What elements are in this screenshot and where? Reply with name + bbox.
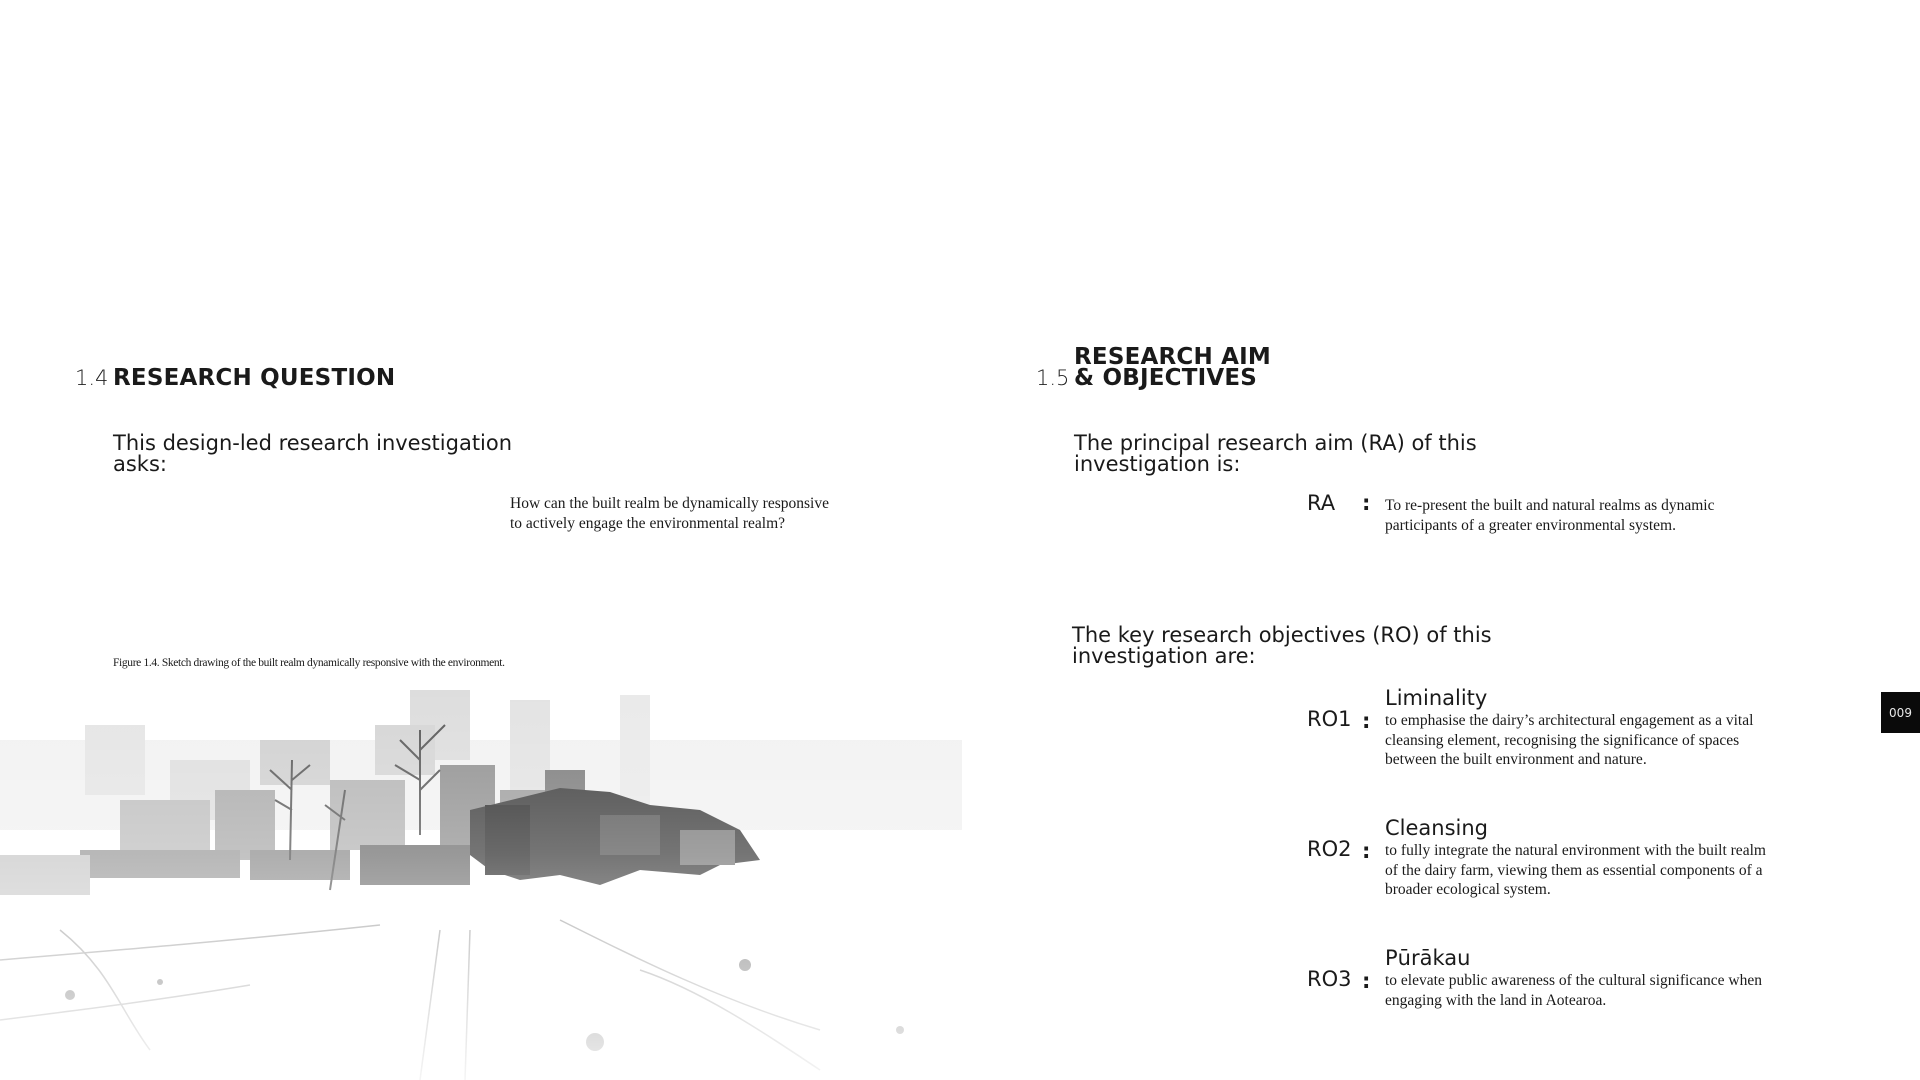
objective-line: engaging with the land in Aotearoa. [1385, 991, 1607, 1009]
lead-line: The key research objectives (RO) of this [1072, 623, 1492, 647]
objective-code-ro3: RO3 [1307, 967, 1352, 991]
objective-colon: : [1362, 969, 1371, 993]
research-question-lead [113, 433, 512, 475]
lead-line: asks: [113, 452, 167, 476]
question-line: How can the built realm be dynamically responsive [510, 495, 829, 512]
objective-line: to emphasise the dairy’s architectural engagement as a vital [1385, 712, 1754, 729]
page-number: 009 [1889, 705, 1912, 720]
section-title-line: & OBJECTIVES [1074, 365, 1258, 391]
research-aim-lead [1074, 433, 1477, 475]
aim-colon: : [1362, 491, 1371, 515]
objectives-lead [1072, 625, 1492, 667]
page-number-tab [1881, 692, 1920, 733]
aim-text [1385, 496, 1714, 535]
objective-colon: : [1362, 839, 1371, 863]
objective-text-ro3 [1385, 971, 1762, 1010]
section-title-research-question: RESEARCH QUESTION [113, 365, 396, 391]
objective-colon: : [1362, 709, 1371, 733]
aim-line: To re-present the built and natural realms as dynamic [1385, 497, 1715, 514]
objective-code-ro1: RO1 [1307, 707, 1352, 731]
objective-text-ro2 [1385, 841, 1766, 900]
objective-line: cleansing element, recognising the significance of spaces [1385, 731, 1740, 749]
lead-line: The principal research aim (RA) of this [1074, 431, 1477, 455]
lead-line: This design-led research investigation [113, 431, 513, 455]
figure-caption: Figure 1.4. Sketch drawing of the built realm dynamically responsive with the environment. [113, 657, 505, 669]
lead-line: investigation are: [1072, 644, 1256, 668]
lead-line: investigation is: [1074, 452, 1241, 476]
objective-line: of the dairy farm, viewing them as essential components of a [1385, 861, 1763, 879]
objective-title-purakau: Pūrākau [1385, 946, 1471, 970]
aim-line: participants of a greater environmental system. [1385, 516, 1676, 534]
section-title-research-aim [1074, 344, 1271, 391]
section-number-1-4: 1.4 [75, 366, 109, 390]
objective-title-liminality: Liminality [1385, 686, 1488, 710]
section-title-line: RESEARCH AIM [1074, 344, 1271, 370]
aim-code: RA [1307, 491, 1336, 515]
section-number-1-5: 1.5 [1036, 366, 1070, 390]
objective-line: to fully integrate the natural environment with the built realm [1385, 842, 1766, 859]
objective-title-cleansing: Cleansing [1385, 816, 1489, 840]
objective-text-ro1 [1385, 711, 1753, 770]
objective-line: between the built environment and nature. [1385, 751, 1647, 768]
research-question [510, 494, 829, 533]
question-line: to actively engage the environmental realm? [510, 514, 786, 532]
sketch-drawing-image [0, 670, 962, 1080]
objective-line: to elevate public awareness of the cultural significance when [1385, 972, 1763, 989]
objective-line: broader ecological system. [1385, 881, 1551, 898]
objective-code-ro2: RO2 [1307, 837, 1352, 861]
